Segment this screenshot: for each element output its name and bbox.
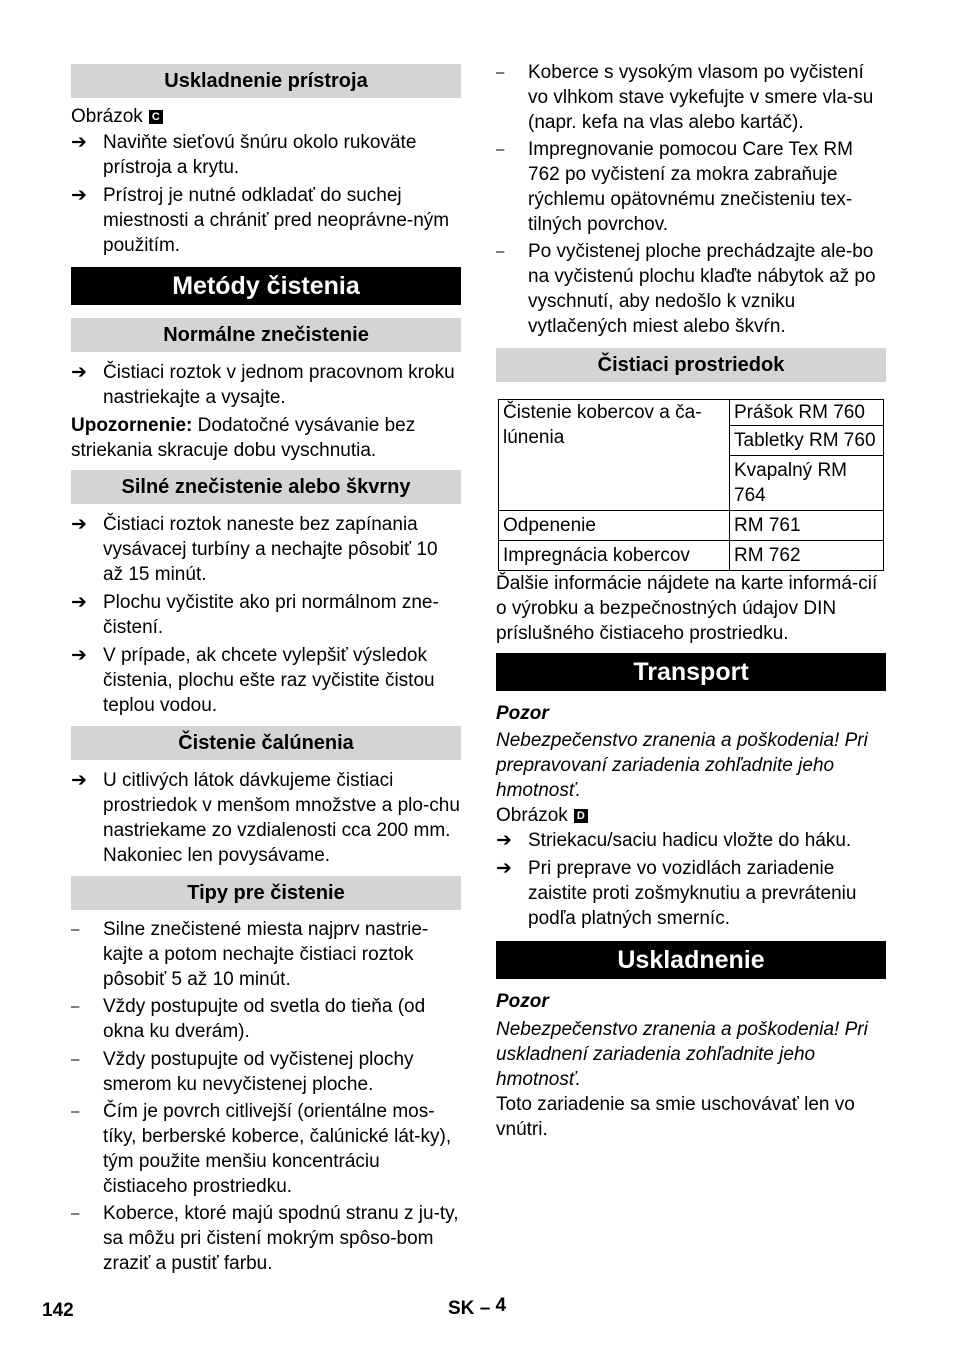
table-cell-value: Tabletky RM 760 [730, 426, 884, 456]
step-text: Pri preprave vo vozidlách zariadenie zaistite proti zošmyknutiu a prevráteniu podľa platných smerníc. [528, 858, 857, 929]
section-heading-normal-dirt: Normálne znečistenie [71, 318, 461, 352]
step-text: Prístroj je nutné odkladať do suchej miestnosti a chrániť pred neoprávne-ným použitím. [103, 185, 450, 256]
step-item [71, 590, 461, 640]
note-paragraph [71, 413, 461, 463]
section-heading-upholstery: Čistenie čalúnenia [71, 726, 461, 760]
main-heading-cleaning-methods: Metódy čistenia [71, 267, 461, 305]
step-text: U citlivých látok dávkujeme čistiaci prostriedok v menšom množstve a plo-chu nastriekame zo vzdialenosti cca 200 mm. Nakoniec len povysávame. [103, 770, 460, 866]
table-cell-value: RM 762 [730, 541, 884, 571]
tip-text: Silne znečistené miesta najprv nastrie-kajte a potom nechajte čistiaci roztok pôsobiť 5 až 10 minút. [103, 919, 429, 990]
tip-item [496, 60, 886, 135]
section-heading-tips: Tipy pre čistenie [71, 876, 461, 910]
table-cell-value: Kvapalný RM 764 [730, 456, 884, 511]
tip-text: Koberce s vysokým vlasom po vyčistení vo vlhkom stave vykefujte v smere vla-su (napr. kefa na vlas alebo kartáč). [528, 62, 874, 133]
section-separator: – [479, 1298, 491, 1319]
arrow-icon: ➔ [496, 830, 512, 851]
dash-icon: – [71, 1205, 80, 1222]
arrow-icon: ➔ [71, 645, 87, 666]
tip-item [71, 917, 461, 992]
arrow-icon: ➔ [71, 592, 87, 613]
tip-text: Vždy postupujte od svetla do tieňa (od okna ku dverám). [103, 996, 426, 1042]
step-item [71, 130, 461, 180]
figure-label: Obrázok [71, 106, 143, 127]
section-heading-device-storage: Uskladnenie prístroja [71, 64, 461, 98]
note-label: Upozornenie: [71, 415, 193, 436]
step-text: Naviňte sieťovú šnúru okolo rukoväte prístroja a krytu. [103, 132, 417, 178]
figure-letter-icon: D [574, 809, 588, 823]
step-text: Čistiaci roztok v jednom pracovnom kroku nastriekajte a vysajte. [103, 362, 455, 408]
section-page: 4 [495, 1295, 507, 1316]
section-heading-cleaning-agents: Čistiaci prostriedok [496, 348, 886, 382]
step-item [496, 828, 886, 853]
tip-text: Impregnovanie pomocou Care Tex RM 762 po vyčistení za mokra zabraňuje rýchlemu opätovnému znečisteniu tex-tilných povrchov. [528, 139, 853, 235]
step-item [71, 643, 461, 718]
storage-text: Toto zariadenie sa smie uschovávať len vo vnútri. [496, 1094, 855, 1140]
dash-icon: – [496, 64, 505, 81]
caution-text: Nebezpečenstvo zranenia a poškodenia! Pri uskladnení zariadenia zohľadnite jeho hmotnosť. [496, 1019, 868, 1090]
step-item [71, 360, 461, 410]
table-cell-value: RM 761 [730, 511, 884, 541]
dash-icon: – [71, 921, 80, 938]
table-cell-value: Prášok RM 760 [730, 400, 884, 426]
tip-item [71, 1047, 461, 1097]
dash-icon: – [71, 1103, 80, 1120]
step-text: Plochu vyčistite ako pri normálnom zne-čistení. [103, 592, 439, 638]
tip-item [496, 137, 886, 237]
arrow-icon: ➔ [71, 362, 87, 383]
arrow-icon: ➔ [496, 858, 512, 879]
step-item [496, 856, 886, 931]
main-heading-storage: Uskladnenie [496, 941, 886, 979]
info-paragraph: Ďalšie informácie nájdete na karte informá-cií o výrobku a bezpečnostných údajov DIN príslušného čistiaceho prostriedku. [496, 573, 878, 644]
main-heading-transport: Transport [496, 653, 886, 691]
tip-text: Čím je povrch citlivejší (orientálne mos-tíky, berberské koberce, čalúnické lát-ky), tým použite menšiu koncentráciu čistiaceho prostriedku. [103, 1101, 452, 1197]
cleaning-agents-table [498, 399, 884, 571]
caution-label: Pozor [496, 703, 549, 724]
dash-icon: – [496, 243, 505, 260]
section-code: SK [448, 1298, 475, 1319]
table-row [499, 511, 884, 541]
step-item [71, 768, 461, 868]
step-text: Striekacu/saciu hadicu vložte do háku. [528, 830, 852, 851]
right-column [496, 60, 886, 1142]
arrow-icon: ➔ [71, 770, 87, 791]
step-item [71, 183, 461, 258]
dash-icon: – [496, 141, 505, 158]
step-item [71, 512, 461, 587]
tip-item [71, 1201, 461, 1276]
tip-text: Vždy postupujte od vyčistenej plochy smerom ku nevyčistenej ploche. [103, 1049, 414, 1095]
section-heading-heavy-dirt: Silné znečistenie alebo škvrny [71, 470, 461, 504]
step-text: V prípade, ak chcete vylepšiť výsledok čistenia, plochu ešte raz vyčistite čistou teplou vodou. [103, 645, 435, 716]
arrow-icon: ➔ [71, 514, 87, 535]
left-column [71, 60, 461, 1276]
arrow-icon: ➔ [71, 185, 87, 206]
table-cell-label: Čistenie kobercov a ča-lúnenia [499, 400, 730, 511]
table-cell-label: Impregnácia kobercov [499, 541, 730, 571]
table-row [499, 400, 884, 426]
caution-label: Pozor [496, 991, 549, 1012]
figure-reference [496, 803, 886, 828]
section-marker [448, 1296, 506, 1321]
figure-letter-icon: C [149, 110, 163, 124]
tip-text: Koberce, ktoré majú spodnú stranu z ju-ty, sa môžu pri čistení mokrým spôso-bom zraziť a pustiť farbu. [103, 1203, 459, 1274]
tip-item [496, 239, 886, 339]
page-number: 142 [42, 1300, 74, 1321]
figure-reference [71, 104, 461, 129]
dash-icon: – [71, 998, 80, 1015]
note-text: Dodatočné vysávanie bez striekania skracuje dobu vyschnutia. [71, 415, 416, 461]
arrow-icon: ➔ [71, 132, 87, 153]
table-row [499, 541, 884, 571]
step-text: Čistiaci roztok naneste bez zapínania vysávacej turbíny a nechajte pôsobiť 10 až 15 minút. [103, 514, 438, 585]
table-cell-label: Odpenenie [499, 511, 730, 541]
figure-label: Obrázok [496, 805, 568, 826]
tip-item [71, 1099, 461, 1199]
tip-item [71, 994, 461, 1044]
dash-icon: – [71, 1051, 80, 1068]
caution-text: Nebezpečenstvo zranenia a poškodenia! Pri prepravovaní zariadenia zohľadnite jeho hmotnosť. [496, 730, 868, 801]
tip-text: Po vyčistenej ploche prechádzajte ale-bo na vyčistenú plochu klaďte nábytok až po vyschnutí, aby nedošlo k vzniku vytlačených miest alebo škvŕn. [528, 241, 876, 337]
